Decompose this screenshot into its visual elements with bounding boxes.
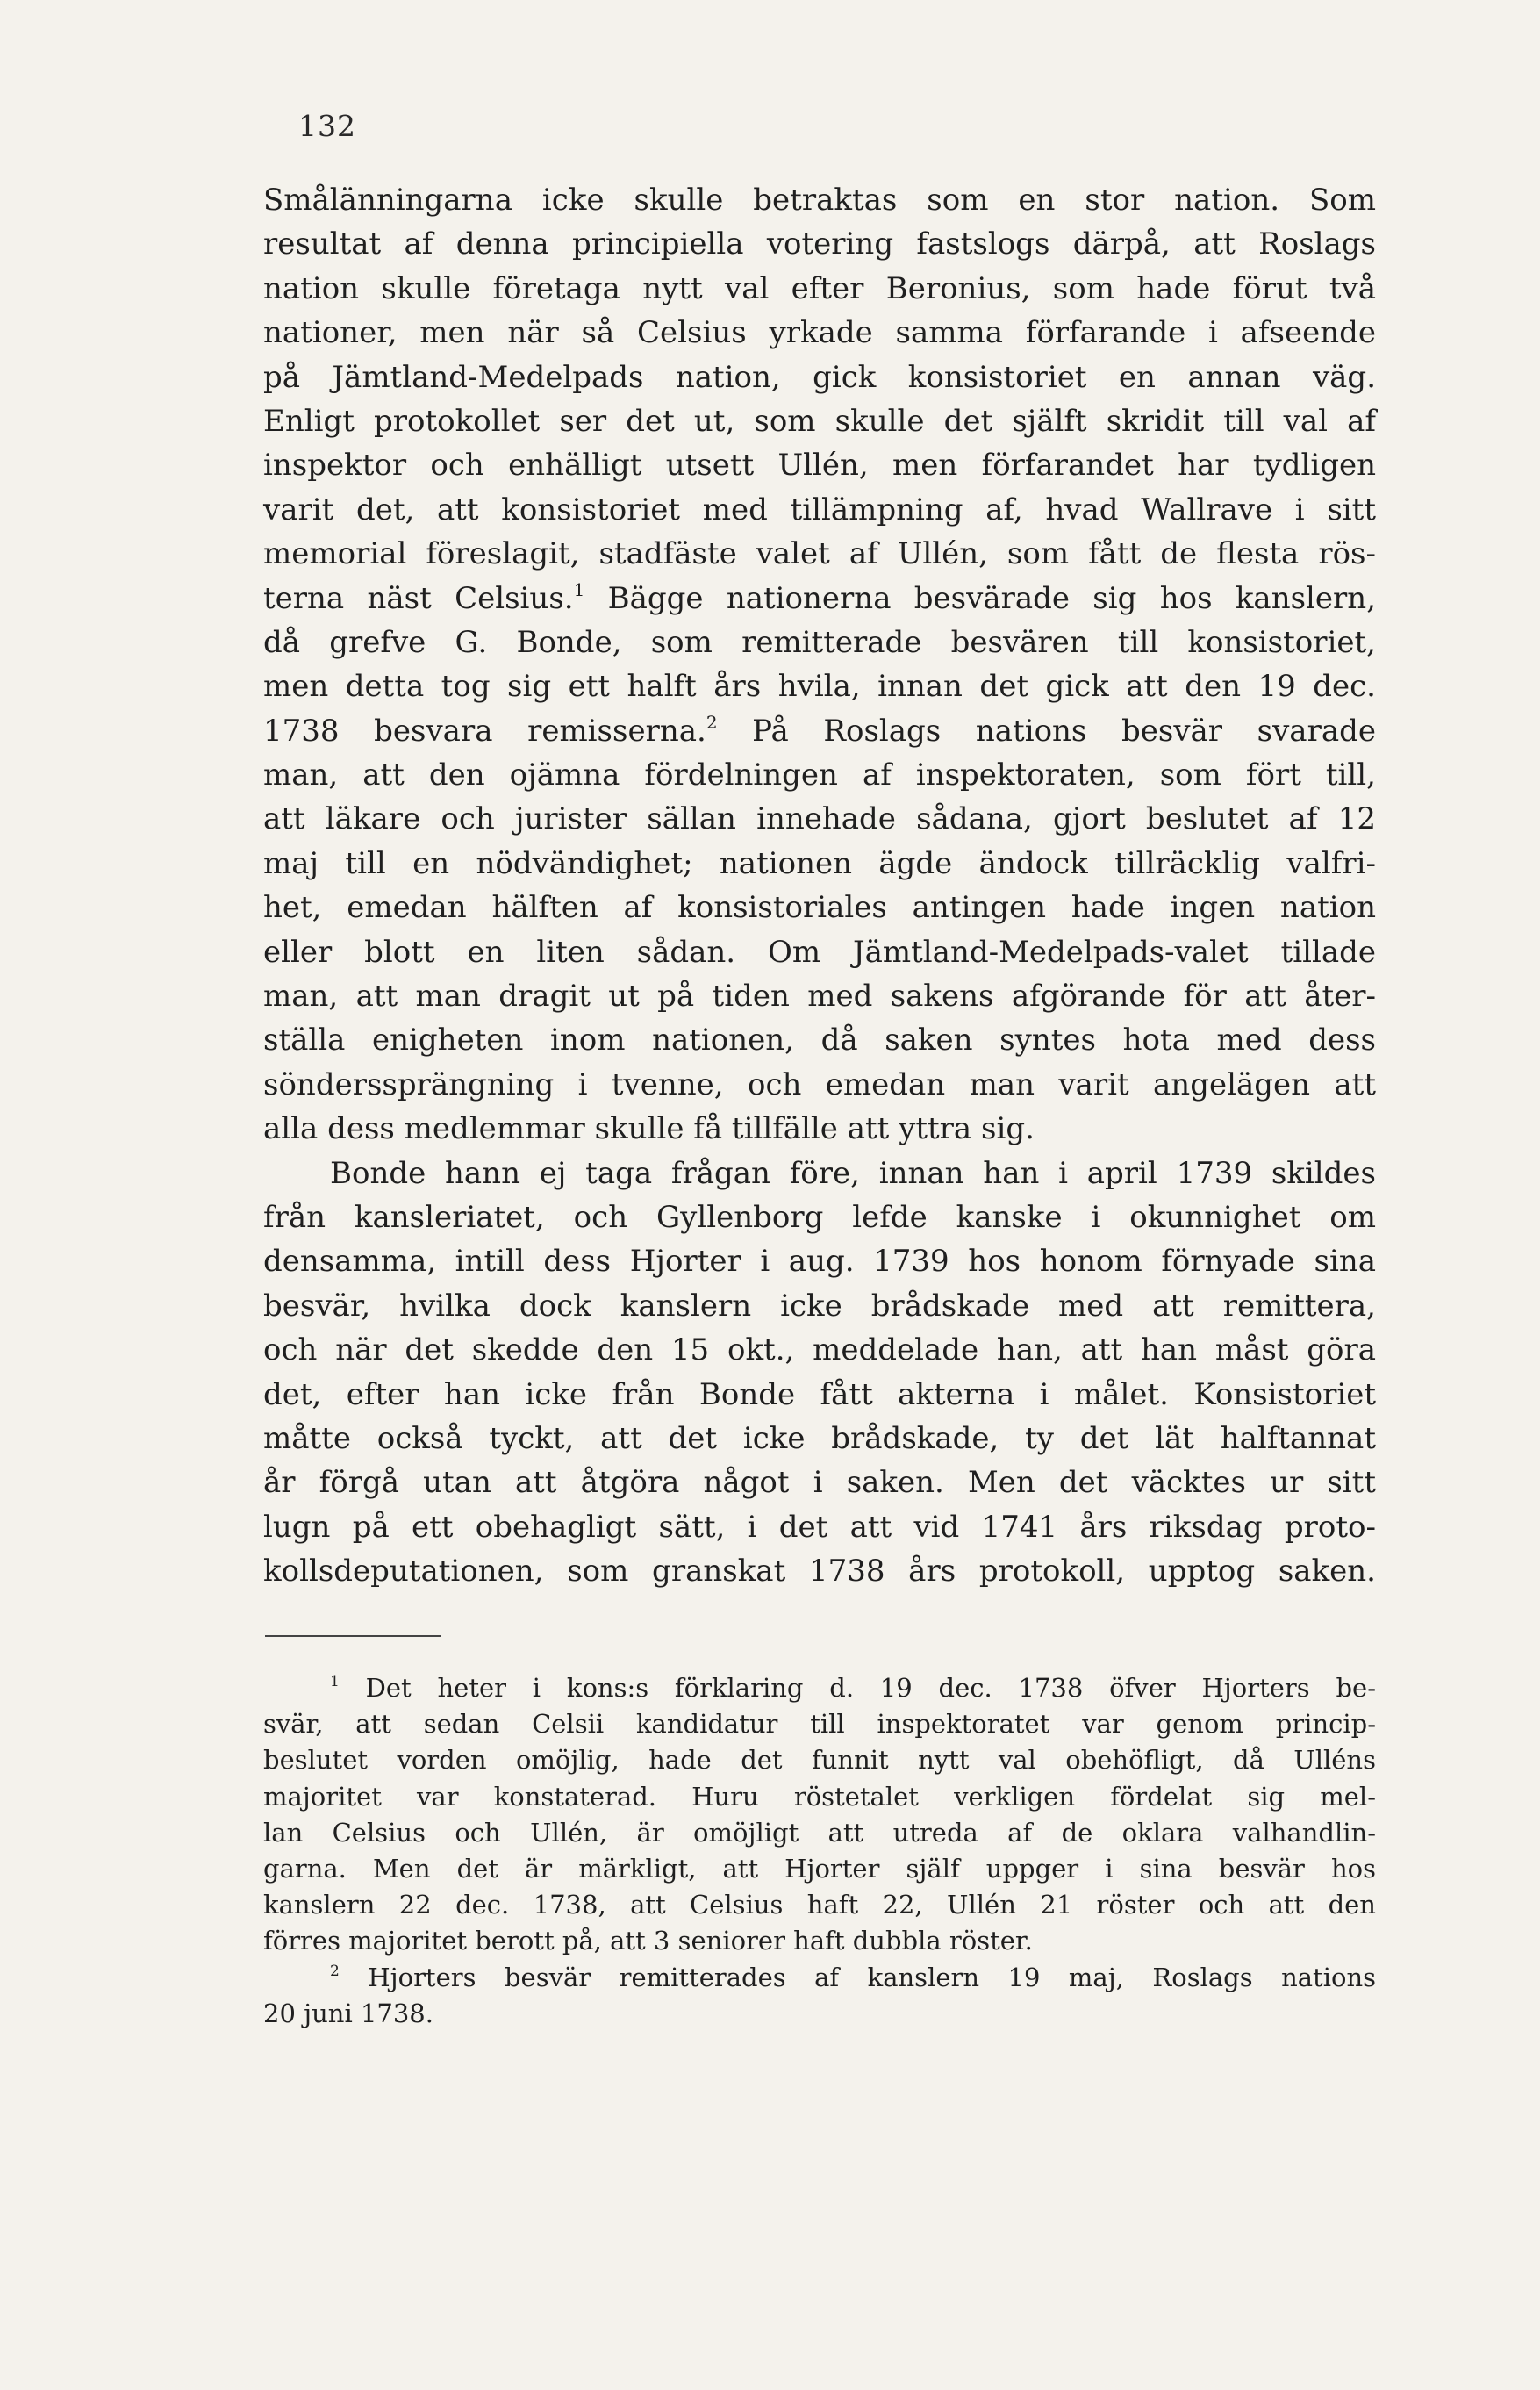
text-segment: Bägge nationerna besvärade sig hos kanslern,: [607, 580, 1376, 616]
text-line: sönderssprängning i tvenne, och emedan man varit angelägen att: [263, 1066, 1376, 1102]
text-line: alla dess medlemmar skulle få tillfälle att yttra sig.: [263, 1111, 1035, 1147]
text-line: man, att man dragit ut på tiden med sakens afgörande för att åter-: [263, 979, 1376, 1015]
text-segment: terna näst Celsius.: [263, 580, 574, 616]
text-line: [263, 709, 1376, 753]
text-line: kollsdeputationen, som granskat 1738 års protokoll, upptog saken.: [263, 1554, 1376, 1590]
text-line: år förgå utan att åtgöra något i saken. Men det väcktes ur sitt: [263, 1465, 1376, 1501]
text-line: maj till en nödvändighet; nationen ägde ändock tillräcklig valfri-: [263, 845, 1376, 881]
text-line: besvär, hvilka dock kanslern icke brådskade med att remittera,: [263, 1288, 1376, 1324]
text-line: att läkare och jurister sällan innehade sådana, gjort beslutet af 12: [263, 801, 1376, 837]
footnote-reference: 1: [573, 578, 585, 600]
text-line: från kansleriatet, och Gyllenborg lefde kanske i okunnighet om: [263, 1199, 1376, 1235]
text-line: eller blott en liten sådan. Om Jämtland-Medelpads-valet tillade: [263, 934, 1376, 970]
text-line: ställa enigheten inom nationen, då saken syntes hota med dess: [263, 1023, 1376, 1059]
footnote-line: kanslern 22 dec. 1738, att Celsius haft 22, Ullén 21 röster och att den: [263, 1890, 1376, 1920]
text-line: densamma, intill dess Hjorter i aug. 1739 hos honom förnyade sina: [263, 1244, 1376, 1280]
footnote-line: garna. Men det är märkligt, att Hjorter själf uppger i sina besvär hos: [263, 1853, 1376, 1884]
text-line: varit det, att konsistoriet med tillämpning af, hvad Wallrave i sitt: [263, 492, 1376, 528]
text-line: lugn på ett obehagligt sätt, i det att vid 1741 års riksdag proto-: [263, 1509, 1376, 1545]
footnote-line: [263, 1960, 1376, 1996]
footnote-line: 20 juni 1738.: [263, 1998, 433, 2028]
text-segment: Hjorters besvär remitterades af kanslern 19 maj, Roslags nations: [368, 1962, 1377, 1992]
text-segment: 1738 besvara remisserna.: [263, 713, 706, 749]
text-line: Smålänningarna icke skulle betraktas som en stor nation. Som: [263, 183, 1376, 218]
text-segment: På Roslags nations besvär svarade: [752, 713, 1376, 749]
text-line: nation skulle företaga nytt val efter Beronius, som hade förut två: [263, 270, 1376, 306]
text-line: och när det skedde den 15 okt., meddelade han, att han måst göra: [263, 1332, 1376, 1368]
footnotes: [263, 1670, 1376, 2032]
text-line: Enligt protokollet ser det ut, som skulle det själft skridit till val af: [263, 403, 1376, 439]
text-line: [263, 577, 1376, 621]
text-line: Bonde hann ej taga frågan före, innan han i april 1739 skildes: [330, 1155, 1376, 1191]
footnote-line: majoritet var konstaterad. Huru röstetalet verkligen fördelat sig mel-: [263, 1781, 1376, 1812]
page-number: 132: [298, 109, 356, 143]
footnote-marker: 1: [330, 1673, 340, 1690]
footnote-line: beslutet vorden omöjlig, hade det funnit nytt val obehöfligt, då Ulléns: [263, 1745, 1376, 1776]
text-line: resultat af denna principiella votering fastslogs därpå, att Roslags: [263, 226, 1376, 262]
text-line: det, efter han icke från Bonde fått akterna i målet. Konsistoriet: [263, 1376, 1376, 1412]
text-line: då grefve G. Bonde, som remitterade besvären till konsistoriet,: [263, 624, 1376, 660]
footnote-line: [263, 1670, 1376, 1706]
footnote-line: svär, att sedan Celsii kandidatur till inspektoratet var genom princip-: [263, 1709, 1376, 1740]
text-segment: Det heter i kons:s förklaring d. 19 dec. 1738 öfver Hjorters be-: [365, 1673, 1376, 1703]
text-line: memorial föreslagit, stadfäste valet af Ullén, som fått de flesta rös-: [263, 536, 1376, 572]
text-line: måtte också tyckt, att det icke brådskade, ty det lät halftannat: [263, 1420, 1376, 1456]
footnote-divider: [265, 1635, 441, 1637]
footnote-reference: 2: [706, 711, 718, 733]
footnote-line: lan Celsius och Ullén, är omöjligt att utreda af de oklara valhandlin-: [263, 1817, 1376, 1848]
text-line: het, emedan hälften af konsistoriales antingen hade ingen nation: [263, 890, 1376, 926]
main-text: [263, 178, 1376, 1594]
text-line: inspektor och enhälligt utsett Ullén, men förfarandet har tydligen: [263, 448, 1376, 484]
text-line: men detta tog sig ett halft års hvila, innan det gick att den 19 dec.: [263, 669, 1376, 705]
footnote-line: förres majoritet berott på, att 3 seniorer haft dubbla röster.: [263, 1926, 1033, 1956]
text-line: på Jämtland-Medelpads nation, gick konsistoriet en annan väg.: [263, 359, 1376, 395]
footnote-marker: 2: [330, 1962, 340, 1980]
text-line: nationer, men när så Celsius yrkade samma förfarande i afseende: [263, 315, 1376, 351]
text-line: man, att den ojämna fördelningen af inspektoraten, som fört till,: [263, 757, 1376, 793]
